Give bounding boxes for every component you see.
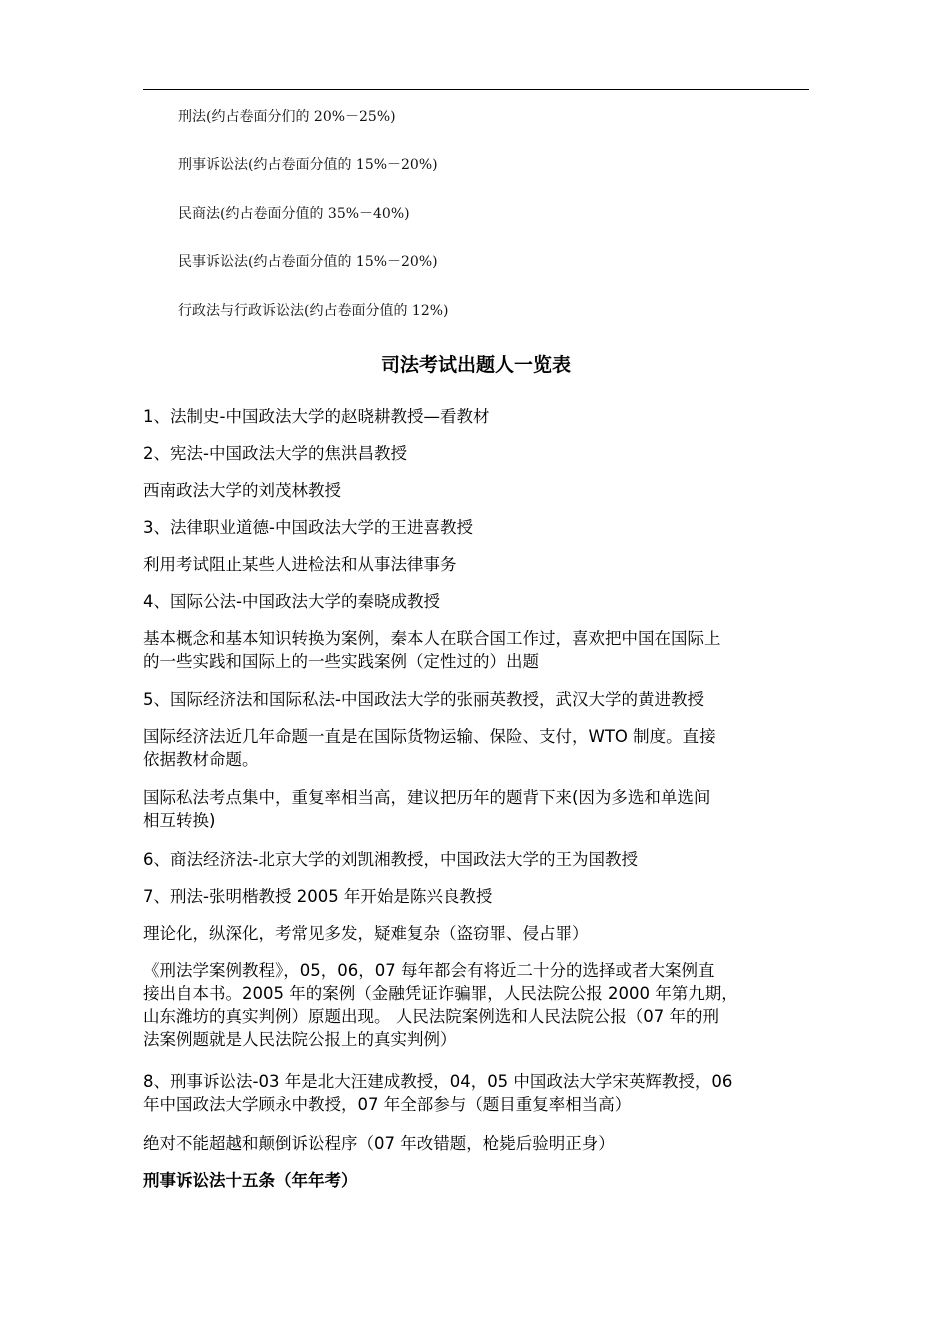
paragraph-line: 刑事诉讼法十五条（年年考） [143,1171,358,1190]
paragraph-international-public-law [143,590,813,613]
page-title: 司法考试出题人一览表 [380,354,571,376]
paragraph-line: 7、刑法-张明楷教授 2005 年开始是陈兴良教授 [143,887,493,906]
paragraph-constitution-note [143,479,813,502]
paragraph-criminal-law-note [143,922,813,945]
paragraph-line: 4、国际公法-中国政法大学的秦晓成教授 [143,592,440,611]
paragraph-line: 国际私法考点集中，重复率相当高，建议把历年的题背下来(因为多选和单选间 [143,788,711,807]
subject-line-civil-commercial-law: 民商法(约占卷面分值的 35%－40%) [178,206,410,222]
paragraph-line: 基本概念和基本知识转换为案例，秦本人在联合国工作过，喜欢把中国在国际上 [143,629,721,648]
paragraph-criminal-procedure-note [143,1132,813,1155]
paragraph-line: 接出自本书。2005 年的案例（金融凭证诈骗罪，人民法院公报 2000 年第九期， [143,984,738,1003]
subject-line-criminal-procedure: 刑事诉讼法(约占卷面分值的 15%－20%) [178,157,438,173]
paragraph-line: 西南政法大学的刘茂林教授 [143,481,341,500]
subject-line-administrative-law: 行政法与行政诉讼法(约占卷面分值的 12%) [178,303,449,319]
paragraph-line: 理论化，纵深化，考常见多发，疑难复杂（盗窃罪、侵占罪） [143,924,589,943]
paragraph-line: 5、国际经济法和国际私法-中国政法大学的张丽英教授，武汉大学的黄进教授 [143,690,704,709]
paragraph-legal-ethics [143,516,813,539]
paragraph-constitution [143,442,813,465]
paragraph-line: 6、商法经济法-北京大学的刘凯湘教授，中国政法大学的王为国教授 [143,850,638,869]
paragraph-international-economic-law-note [143,725,813,771]
paragraph-legal-history [143,405,813,428]
paragraph-line: 山东潍坊的真实判例）原题出现。 人民法院案例选和人民法院公报（07 年的刑 [143,1007,719,1026]
header-rule [143,89,809,90]
paragraph-line: 相互转换) [143,811,216,830]
paragraph-line: 8、刑事诉讼法-03 年是北大汪建成教授，04，05 中国政法大学宋英辉教授，06 [143,1072,733,1091]
paragraph-international-public-law-note [143,627,813,673]
paragraph-line: 依据教材命题。 [143,750,259,769]
subject-line-civil-procedure: 民事诉讼法(约占卷面分值的 15%－20%) [178,254,438,270]
paragraph-line: 的一些实践和国际上的一些实践案例（定性过的）出题 [143,652,539,671]
paragraph-line: 《刑法学案例教程》，05，06，07 每年都会有将近二十分的选择或者大案例直 [143,961,715,980]
subject-line-criminal-law: 刑法(约占卷面分们的 20%－25%) [178,109,396,125]
paragraph-criminal-casebook [143,959,813,1051]
paragraph-line: 3、法律职业道德-中国政法大学的王进喜教授 [143,518,473,537]
paragraph-line: 年中国政法大学顾永中教授，07 年全部参与（题目重复率相当高） [143,1095,632,1114]
paragraph-criminal-law [143,885,813,908]
paragraph-line: 2、宪法-中国政法大学的焦洪昌教授 [143,444,407,463]
paragraph-international-economic-private-law [143,688,813,711]
paragraph-criminal-procedure-article-15 [143,1169,813,1192]
paragraph-criminal-procedure [143,1070,813,1116]
paragraph-line: 绝对不能超越和颠倒诉讼程序（07 年改错题，枪毙后验明正身） [143,1134,615,1153]
paragraph-line: 法案例题就是人民法院公报上的真实判例） [143,1030,457,1049]
paragraph-legal-ethics-note [143,553,813,576]
paragraph-line: 利用考试阻止某些人进检法和从事法律事务 [143,555,457,574]
paragraph-line: 1、法制史-中国政法大学的赵晓耕教授—看教材 [143,407,490,426]
paragraph-line: 国际经济法近几年命题一直是在国际货物运输、保险、支付，WTO 制度。直接 [143,727,716,746]
paragraph-commercial-economic-law [143,848,813,871]
paragraph-international-private-law-note [143,786,813,832]
